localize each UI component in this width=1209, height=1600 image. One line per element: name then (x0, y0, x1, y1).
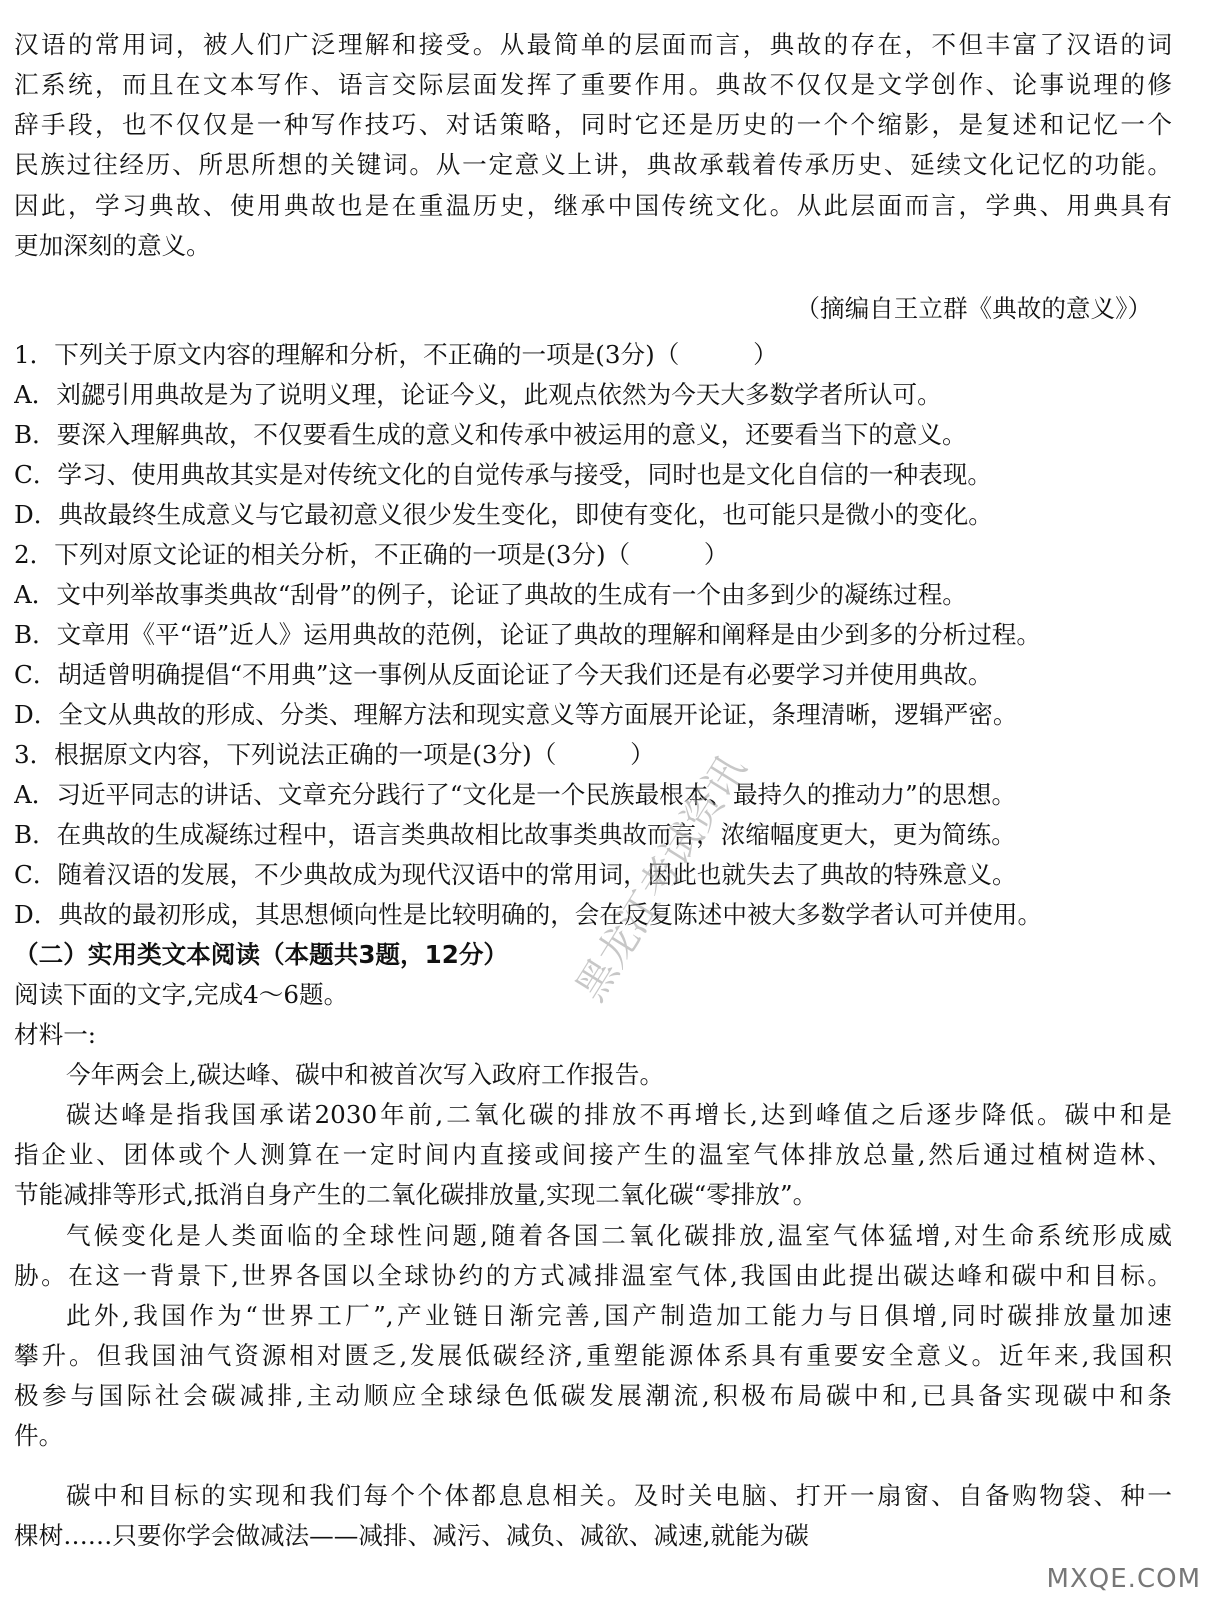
material-paragraph: 胁。在这一背景下,世界各国以全球协约的方式减排温室气体,我国由此提出碳达峰和碳中和目标。 (14, 1261, 1172, 1290)
material-paragraph: 攀升。但我国油气资源相对匮乏,发展低碳经济,重塑能源体系具有重要安全意义。近年来,我国积 (14, 1341, 1172, 1370)
material-paragraph: 今年两会上,碳达峰、碳中和被首次写入政府工作报告。 (66, 1060, 665, 1089)
text-line: 更加深刻的意义。 (14, 231, 211, 260)
question-2-option-c: C．胡适曾明确提倡“不用典”这一事例从反面论证了今天我们还是有必要学习并使用典故。 (14, 660, 993, 689)
question-3-option-a: A．习近平同志的讲话、文章充分践行了“文化是一个民族最根本、最持久的推动力”的思想。 (14, 780, 1017, 809)
material-paragraph: 此外,我国作为“世界工厂”,产业链日渐完善,国产制造加工能力与日俱增,同时碳排放量加速 (66, 1301, 1172, 1330)
question-1-option-c: C．学习、使用典故其实是对传统文化的自觉传承与接受，同时也是文化自信的一种表现。 (14, 460, 992, 489)
section-instruction: 阅读下面的文字,完成4～6题。 (14, 980, 349, 1009)
question-3-stem: 3．根据原文内容，下列说法正确的一项是(3分)（ ） (14, 740, 655, 769)
material-paragraph: 件。 (14, 1421, 64, 1450)
material-label: 材料一: (14, 1020, 97, 1049)
source-citation: （摘编自王立群《典故的意义》） (795, 294, 1152, 323)
text-line: 民族过往经历、所思所想的关键词。从一定意义上讲，典故承载着传承历史、延续文化记忆的功能。 (14, 150, 1172, 179)
text-line: 因此，学习典故、使用典故也是在重温历史，继承中国传统文化。从此层面而言，学典、用典具有 (14, 191, 1172, 220)
question-2-option-d: D．全文从典故的形成、分类、理解方法和现实意义等方面展开论证，条理清晰，逻辑严密。 (14, 700, 1018, 729)
footer-watermark: MXQE.COM (1046, 1564, 1201, 1594)
question-3-option-c: C．随着汉语的发展，不少典故成为现代汉语中的常用词，因此也就失去了典故的特殊意义。 (14, 860, 1017, 889)
material-paragraph: 碳中和目标的实现和我们每个个体都息息相关。及时关电脑、打开一扇窗、自备购物袋、种一 (66, 1481, 1172, 1510)
material-paragraph: 节能减排等形式,抵消自身产生的二氧化碳排放量,实现二氧化碳“零排放”。 (14, 1180, 818, 1209)
question-1-stem: 1．下列关于原文内容的理解和分析，不正确的一项是(3分)（ ） (14, 340, 778, 369)
text-line: 辞手段，也不仅仅是一种写作技巧、对话策略，同时它还是历史的一个个缩影，是复述和记忆一个 (14, 110, 1172, 139)
section-heading: （二）实用类文本阅读（本题共3题，12分） (14, 940, 509, 969)
text-line: 汇系统，而且在文本写作、语言交际层面发挥了重要作用。典故不仅仅是文学创作、论事说理的修 (14, 70, 1172, 99)
question-1-option-d: D．典故最终生成意义与它最初意义很少发生变化，即使有变化，也可能只是微小的变化。 (14, 500, 993, 529)
question-3-option-b: B．在典故的生成凝练过程中，语言类典故相比故事类典故而言，浓缩幅度更大，更为简练。 (14, 820, 1016, 849)
question-3-option-d: D．典故的最初形成，其思想倾向性是比较明确的，会在反复陈述中被大多数学者认可并使用。 (14, 900, 1043, 929)
question-2-option-b: B．文章用《平“语”近人》运用典故的范例，论证了典故的理解和阐释是由少到多的分析过程。 (14, 620, 1041, 649)
material-paragraph: 棵树……只要你学会做减法——减排、减污、减负、减欲、减速,就能为碳 (14, 1521, 809, 1550)
question-2-stem: 2．下列对原文论证的相关分析，不正确的一项是(3分)（ ） (14, 540, 729, 569)
question-1-option-a: A．刘勰引用典故是为了说明义理，论证今义，此观点依然为今天大多数学者所认可。 (14, 380, 942, 409)
material-paragraph: 指企业、团体或个人测算在一定时间内直接或间接产生的温室气体排放总量,然后通过植树造林、 (14, 1140, 1172, 1169)
watermark-text: 黑龙江考试资讯 (567, 747, 756, 1010)
text-line: 汉语的常用词，被人们广泛理解和接受。从最简单的层面而言，典故的存在，不但丰富了汉语的词 (14, 30, 1172, 59)
question-2-option-a: A．文中列举故事类典故“刮骨”的例子，论证了典故的生成有一个由多到少的凝练过程。 (14, 580, 967, 609)
question-1-option-b: B．要深入理解典故，不仅要看生成的意义和传承中被运用的意义，还要看当下的意义。 (14, 420, 967, 449)
material-paragraph: 极参与国际社会碳减排,主动顺应全球绿色低碳发展潮流,积极布局碳中和,已具备实现碳中和条 (14, 1381, 1172, 1410)
material-paragraph: 碳达峰是指我国承诺2030年前,二氧化碳的排放不再增长,达到峰值之后逐步降低。碳中和是 (66, 1100, 1172, 1129)
material-paragraph: 气候变化是人类面临的全球性问题,随着各国二氧化碳排放,温室气体猛增,对生命系统形成威 (66, 1221, 1172, 1250)
